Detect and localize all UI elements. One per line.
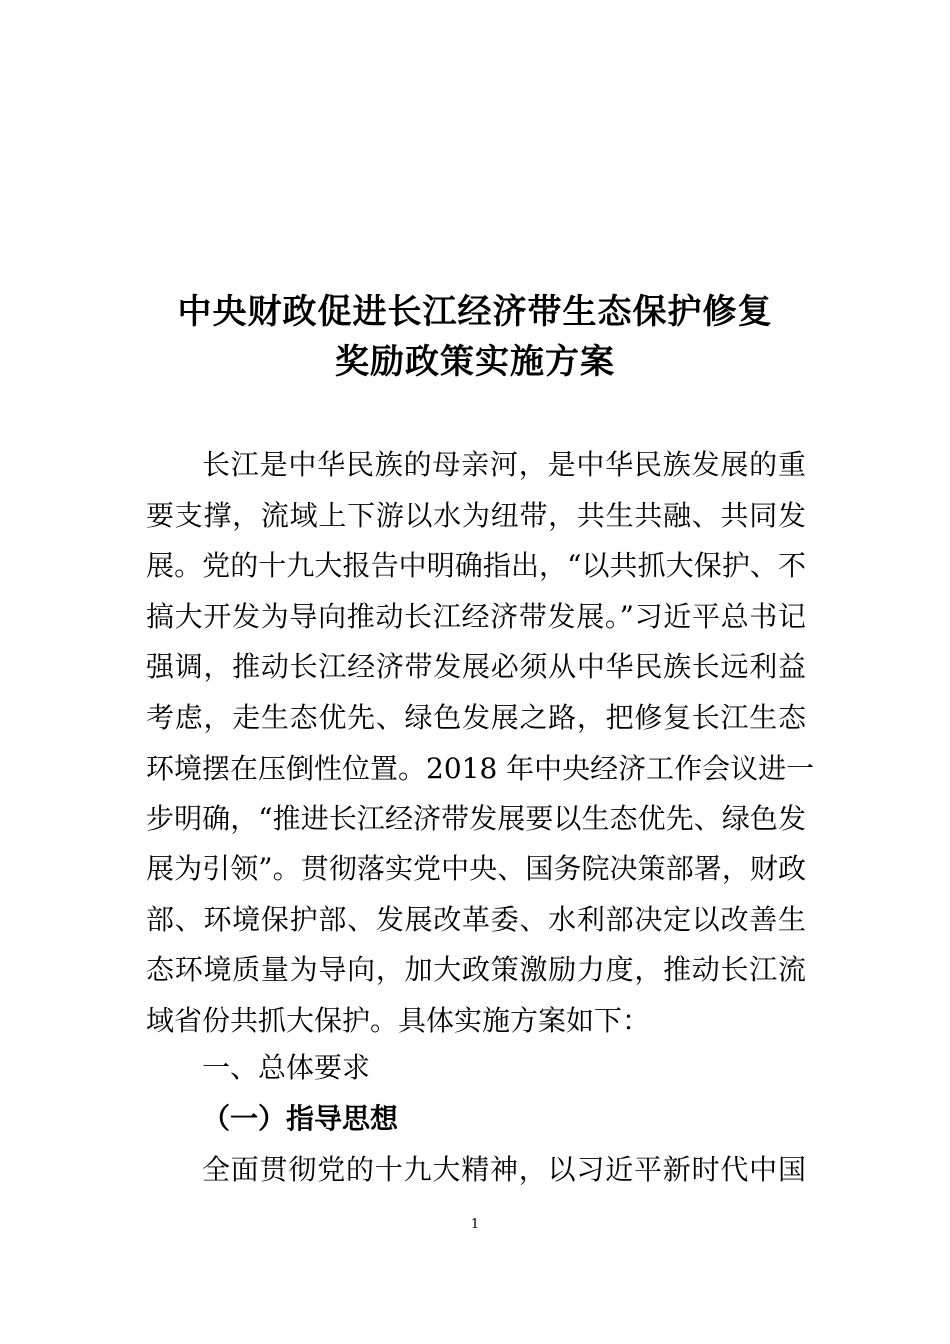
- paragraph-1-line-12: 域省份共抓大保护。具体实施方案如下：: [146, 1004, 651, 1037]
- page-number: 1: [470, 1217, 480, 1232]
- paragraph-1-line-8: 步明确，“推进长江经济带发展要以生态优先、绿色发: [146, 802, 806, 835]
- paragraph-1-line-11: 态环境质量为导向，加大政策激励力度，推动长江流: [146, 953, 806, 986]
- document-title-line-1: 中央财政促进长江经济带生态保护修复: [177, 292, 773, 332]
- paragraph-1-line-9: 展为引领”。贯彻落实党中央、国务院决策部署，财政: [146, 852, 806, 885]
- document-title-line-2: 奖励政策实施方案: [335, 342, 615, 382]
- paragraph-1-line-2: 要支撑，流域上下游以水为纽带，共生共融、共同发: [146, 499, 806, 532]
- paragraph-1-line-7: 环境摆在压倒性位置。2018 年中央经济工作会议进一: [146, 752, 815, 785]
- section-heading: 一、总体要求: [202, 1051, 371, 1084]
- paragraph-1-line-3: 展。党的十九大报告中明确指出，“以共抓大保护、不: [146, 549, 806, 582]
- paragraph-2-line-1: 全面贯彻党的十九大精神，以习近平新时代中国: [202, 1153, 806, 1186]
- paragraph-1-line-6: 考虑，走生态优先、绿色发展之路，把修复长江生态: [146, 701, 806, 734]
- paragraph-1-line-5: 强调，推动长江经济带发展必须从中华民族长远利益: [146, 650, 806, 683]
- paragraph-1-line-1: 长江是中华民族的母亲河，是中华民族发展的重: [202, 448, 806, 481]
- paragraph-1-line-10: 部、环境保护部、发展改革委、水利部决定以改善生: [146, 903, 806, 936]
- paragraph-1-line-4: 搞大开发为导向推动长江经济带发展。”习近平总书记: [146, 600, 806, 633]
- subsection-heading: （一）指导思想: [202, 1102, 399, 1135]
